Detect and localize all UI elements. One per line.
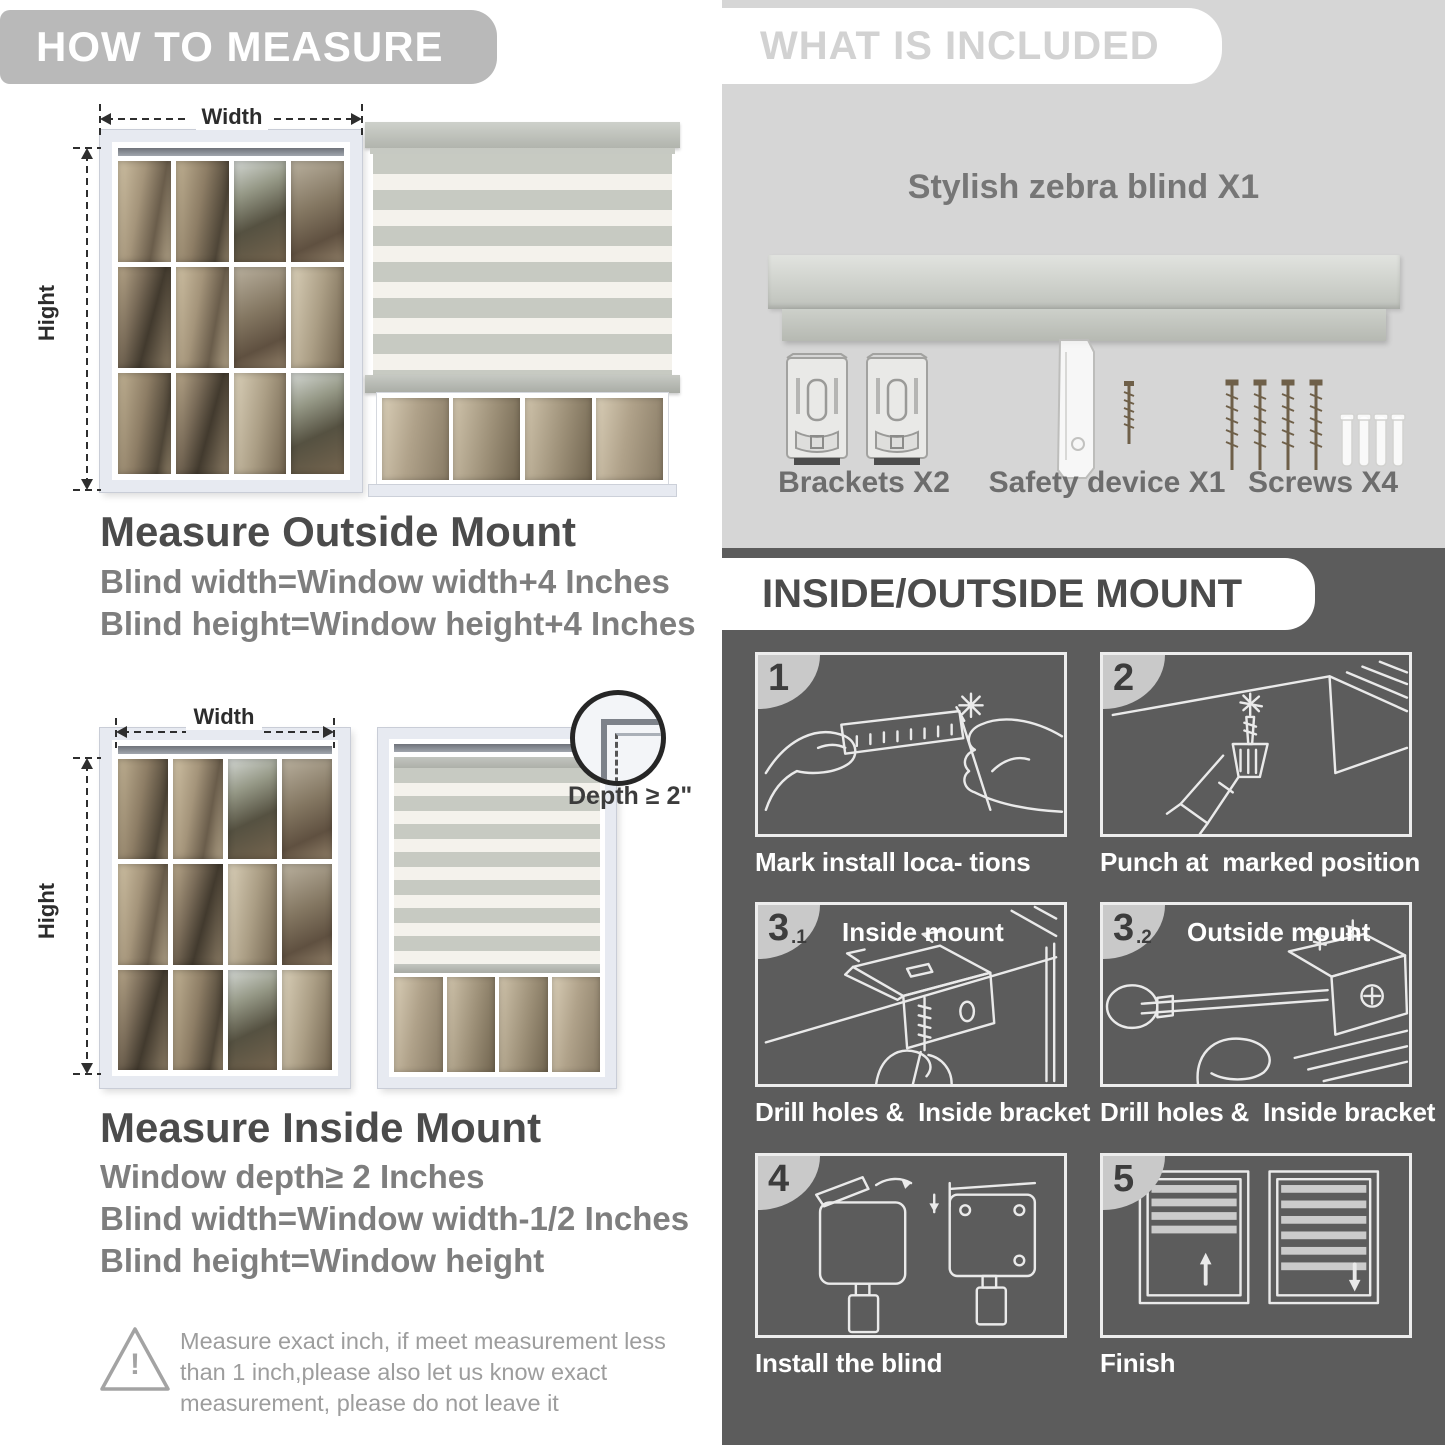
blind-headrail (394, 757, 600, 768)
step-1-caption: Mark install loca- tions (755, 847, 1031, 877)
window-sash (234, 161, 345, 474)
blind-zebra-fabric (373, 154, 672, 375)
inside-outside-mount-banner (722, 558, 1315, 630)
window-sill (369, 485, 676, 496)
window-pane (118, 864, 168, 964)
step-1-box (755, 652, 1067, 837)
brackets-label: Brackets X2 (778, 466, 950, 499)
step-5 (1100, 1153, 1412, 1379)
step-3-1-box (755, 902, 1067, 1087)
window-pane (118, 759, 168, 859)
step-1 (755, 652, 1067, 878)
window-pane (173, 970, 223, 1070)
window-pane (234, 161, 287, 262)
height-label: Hight (34, 284, 59, 342)
window-pane (499, 977, 548, 1072)
step-3-1-label: Inside mount (842, 917, 1004, 947)
step-2-caption: Punch at marked position (1100, 847, 1421, 877)
screws-label: Screws X4 (1247, 466, 1399, 499)
step-number: 3 (768, 907, 790, 949)
inside-mount-line2: Blind width=Window width-1/2 Inches (100, 1200, 690, 1237)
zebra-blind-quantity-label: Stylish zebra blind X1 (907, 168, 1260, 206)
inside-mount-line1: Window depth≥ 2 Inches (100, 1158, 485, 1195)
window-pane (291, 373, 344, 474)
step-3-2 (1100, 902, 1436, 1128)
step-number: 1 (768, 657, 790, 699)
outside-mount-title: Measure Outside Mount (100, 508, 577, 555)
step-3-1-caption: Drill holes & Inside bracket (755, 1097, 1091, 1127)
window-pane (118, 970, 168, 1070)
window-pane (118, 267, 171, 368)
safety-device-icon (1054, 336, 1098, 480)
step-3-2-caption: Drill holes & Inside bracket (1100, 1097, 1436, 1127)
window-under-blind (377, 393, 668, 485)
inside-outside-mount-panel (722, 548, 1445, 1445)
zebra-blind-figure (365, 122, 680, 498)
window-sash (118, 759, 223, 1070)
window-inner (112, 740, 338, 1076)
window-pane (282, 864, 332, 964)
step-5-caption: Finish (1100, 1348, 1176, 1378)
what-is-included-banner (722, 8, 1222, 84)
window-pane (176, 161, 229, 262)
inside-mount-title: Measure Inside Mount (100, 1104, 542, 1151)
window-pane (382, 398, 449, 480)
step-3-1 (755, 902, 1091, 1128)
step-number: 4 (768, 1158, 790, 1200)
window-inner (112, 142, 350, 480)
anchors-icon (1340, 410, 1406, 470)
step-4-box (755, 1153, 1067, 1338)
bracket-icon (864, 352, 930, 470)
window-pane (447, 977, 496, 1072)
step-number: 3 (1113, 907, 1135, 949)
step-subnumber: .2 (1136, 927, 1152, 948)
window-pane (118, 161, 171, 262)
window-pane (173, 759, 223, 859)
window-pane (176, 373, 229, 474)
window-pane (525, 398, 592, 480)
window-pane (234, 373, 287, 474)
step-number: 5 (1113, 1158, 1135, 1200)
step-4 (755, 1153, 1067, 1379)
step-4-caption: Install the blind (755, 1348, 943, 1378)
depth-magnifier-icon (570, 690, 666, 786)
window-pane (234, 267, 287, 368)
window-pane (453, 398, 520, 480)
width-label: Width (196, 104, 268, 130)
warning-exclamation: ! (130, 1348, 140, 1381)
how-to-measure-title: HOW TO MEASURE (36, 23, 444, 70)
blind-bottomrail (394, 964, 600, 973)
blind-bottomrail (365, 375, 680, 393)
window-pane (282, 759, 332, 859)
height-measure-arrow (72, 756, 102, 1076)
height-label: Hight (34, 882, 59, 940)
window-panes-below-blind (394, 977, 600, 1072)
window-inside-mount (100, 728, 350, 1088)
window-pane (173, 864, 223, 964)
window-pane (228, 864, 278, 964)
step-3-2-box (1100, 902, 1412, 1087)
what-is-included-panel (722, 0, 1445, 548)
blind-headrail (365, 122, 680, 148)
step-2-box (1100, 652, 1412, 837)
height-measure-arrow (72, 146, 102, 492)
window-outside-mount (100, 130, 362, 492)
inside-outside-mount-title: INSIDE/OUTSIDE MOUNT (762, 571, 1243, 616)
window-top-recess (394, 744, 600, 752)
window-pane (176, 267, 229, 368)
window-top-recess (118, 148, 344, 156)
window-pane (394, 977, 443, 1072)
window-pane (282, 970, 332, 1070)
window-pane (291, 267, 344, 368)
warning-triangle-icon (98, 1324, 172, 1396)
window-pane (228, 970, 278, 1070)
outside-mount-line2: Blind height=Window height+4 Inches (100, 605, 696, 642)
what-is-included-title: WHAT IS INCLUDED (760, 23, 1160, 68)
inside-mount-line3: Blind height=Window height (100, 1242, 545, 1279)
step-number: 2 (1113, 657, 1135, 699)
outside-mount-line1: Blind width=Window width+4 Inches (100, 563, 670, 600)
window-pane (552, 977, 601, 1072)
step-5-box (1100, 1153, 1412, 1338)
window-pane (596, 398, 663, 480)
warning-text: Measure exact inch, if meet measurement less than 1 inch,please also let us know exact measurement, please do not leave it (180, 1328, 666, 1417)
window-sash (118, 161, 229, 474)
step-3-2-label: Outside mount (1187, 917, 1371, 947)
window-pane (118, 373, 171, 474)
width-label: Width (186, 704, 262, 730)
product-headrail (768, 255, 1400, 309)
safety-device-label: Safety device X1 (988, 466, 1226, 499)
window-sash (228, 759, 333, 1070)
screws-icon (1222, 378, 1334, 472)
step-subnumber: .1 (791, 927, 807, 948)
window-pane (228, 759, 278, 859)
bracket-icon (784, 352, 850, 470)
how-to-measure-banner (0, 10, 497, 84)
step-2 (1100, 652, 1421, 878)
window-pane (291, 161, 344, 262)
screw-icon (1120, 380, 1138, 446)
depth-note: Depth ≥ 2" (568, 782, 693, 810)
